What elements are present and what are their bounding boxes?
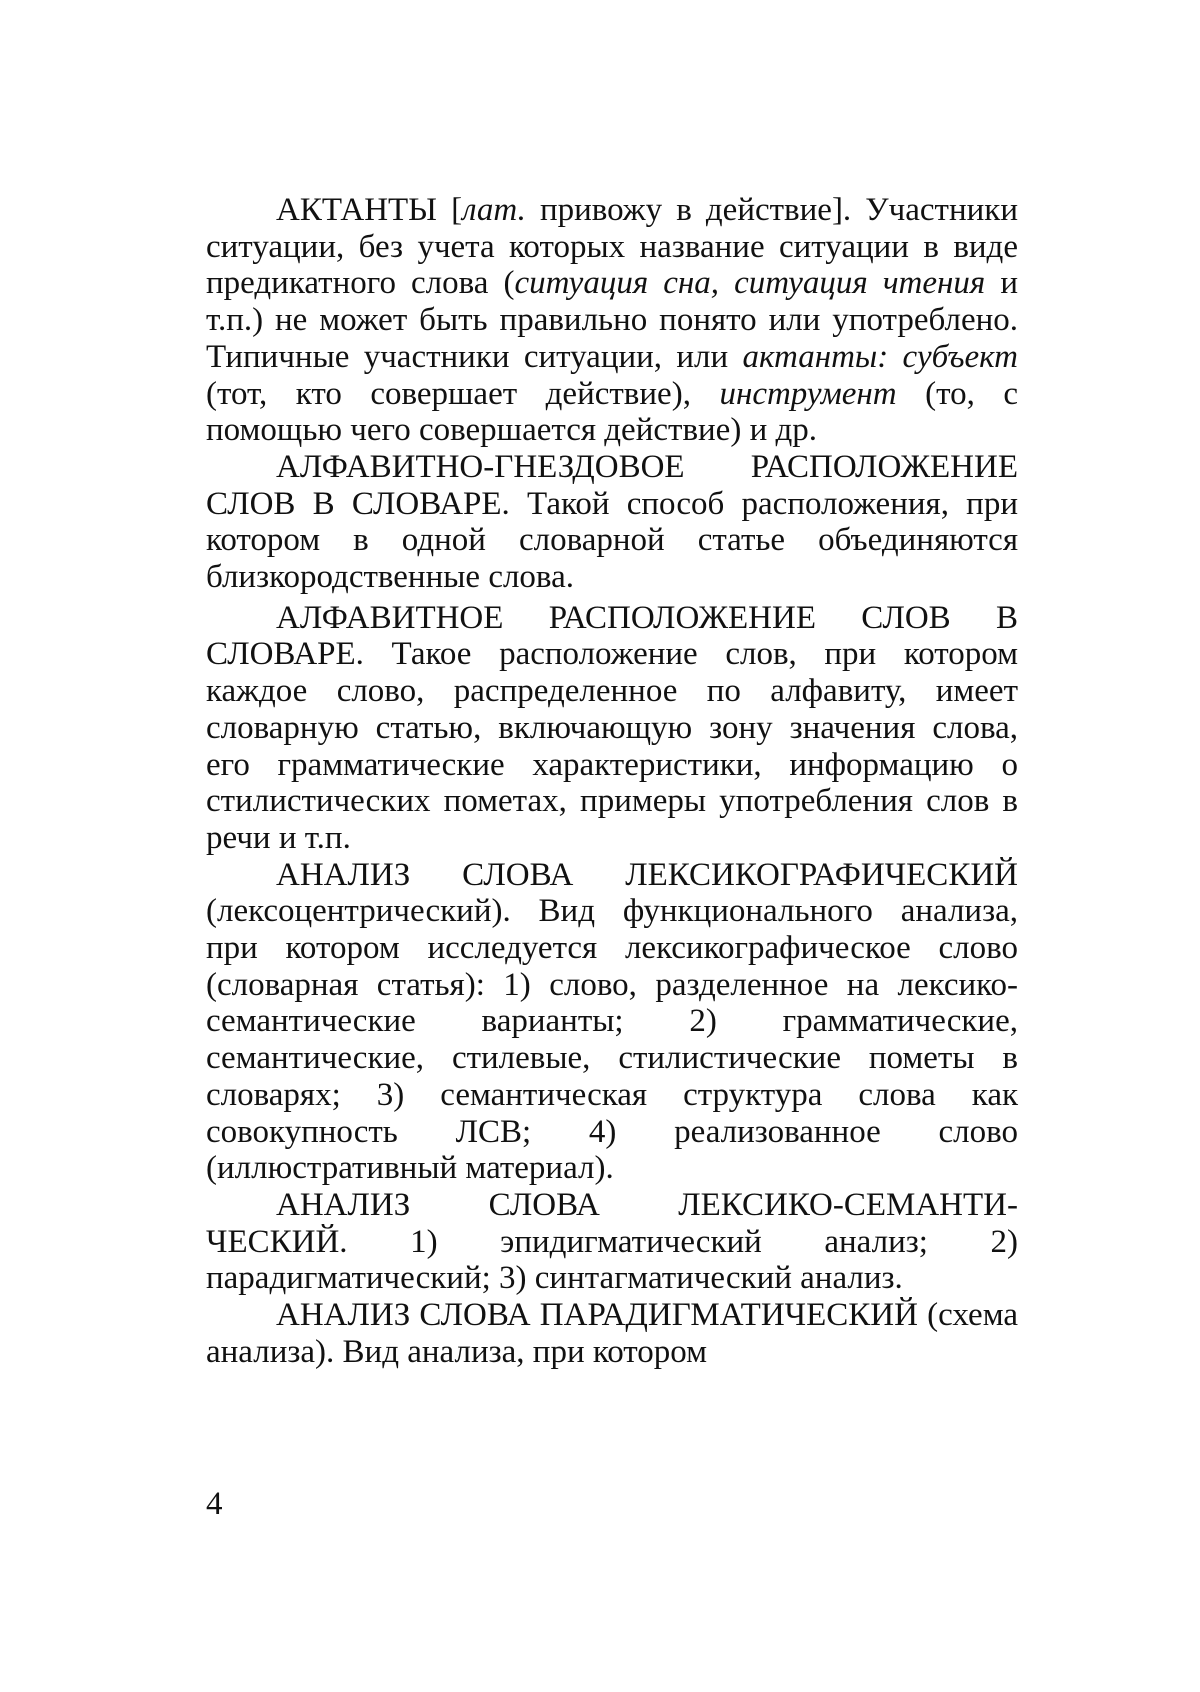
entry-alphabet-order — [206, 600, 1018, 857]
entry-text: и т.п.) не может быть правильно понято или употреблено. Типичные участники ситуации, или — [206, 265, 1018, 375]
entry-paradigmatic-analysis — [206, 1297, 1018, 1370]
entry-text: привожу в действие]. Участники ситуации, без учета которых название ситуации в виде предикатного слова ( — [206, 192, 1018, 302]
entry-aktanty — [206, 192, 1018, 449]
entry-text: [ — [436, 192, 463, 228]
entry-text: Такое расположение слов, при котором каждое слово, распределенное по алфавиту, имеет словарную статью, включающую зону значения слова, его грамматические характеристики, информацию о стилистических пометах, примеры употребления слов в речи и т.п. — [206, 636, 1018, 856]
entry-text: (тот, кто совершает действие), — [206, 375, 720, 412]
entry-text: (схема анализа). Вид анализа, при котором — [206, 1297, 1018, 1370]
entry-italic-text: актанты: субъект — [742, 338, 1019, 375]
entry-alphabet-nest — [206, 449, 1018, 596]
dictionary-text — [206, 192, 1018, 1371]
entry-text: (лексоцентрический). Вид функционального анализа, при котором исследуется лексикографическое слово (словарная статья): 1) слово, разделенное на лексико-семантические варианты; 2) грамматические, семантические, стилевые, стилистические пометы в словарях; 3) семантическая структура слова как совокупность ЛСВ; 4) реализованное слово (иллюстративный материал). — [206, 893, 1018, 1187]
entry-italic-text: лат. — [462, 192, 526, 228]
entry-italic-text: инструмент — [719, 375, 897, 412]
entry-term: АНАЛИЗ СЛОВА ПАРАДИГМАТИЧЕСКИЙ — [276, 1297, 918, 1334]
entry-text: Такой способ расположения, при котором в одной словарной статье объединяются близкородственные слова. — [206, 485, 1018, 596]
entry-lexicographic-analysis — [206, 857, 1018, 1187]
entry-term: АЛФАВИТНОЕ РАСПОЛОЖЕНИЕ СЛОВ В СЛОВАРЕ. — [206, 599, 1018, 673]
entry-term: АНАЛИЗ СЛОВА ЛЕКСИКО-СЕМАНТИ-ЧЕСКИЙ. — [206, 1186, 1018, 1260]
entry-term: АНАЛИЗ СЛОВА ЛЕКСИКОГРАФИЧЕСКИЙ — [276, 856, 1018, 893]
entry-text: (то, с помощью чего совершается действие) и др. — [206, 375, 1018, 449]
entry-lexical-semantic-analysis — [206, 1187, 1018, 1297]
entry-text: 1) эпидигматический анализ; 2) парадигматический; 3) синтагматический анализ. — [206, 1223, 1018, 1297]
entry-italic-text: ситуация сна, ситуация чтения — [514, 265, 986, 302]
entry-term: АЛФАВИТНО-ГНЕЗДОВОЕ РАСПОЛОЖЕНИЕ СЛОВ В СЛОВАРЕ. — [206, 448, 1018, 522]
page-number: 4 — [206, 1486, 223, 1522]
entry-term: АКТАНТЫ — [276, 192, 437, 228]
